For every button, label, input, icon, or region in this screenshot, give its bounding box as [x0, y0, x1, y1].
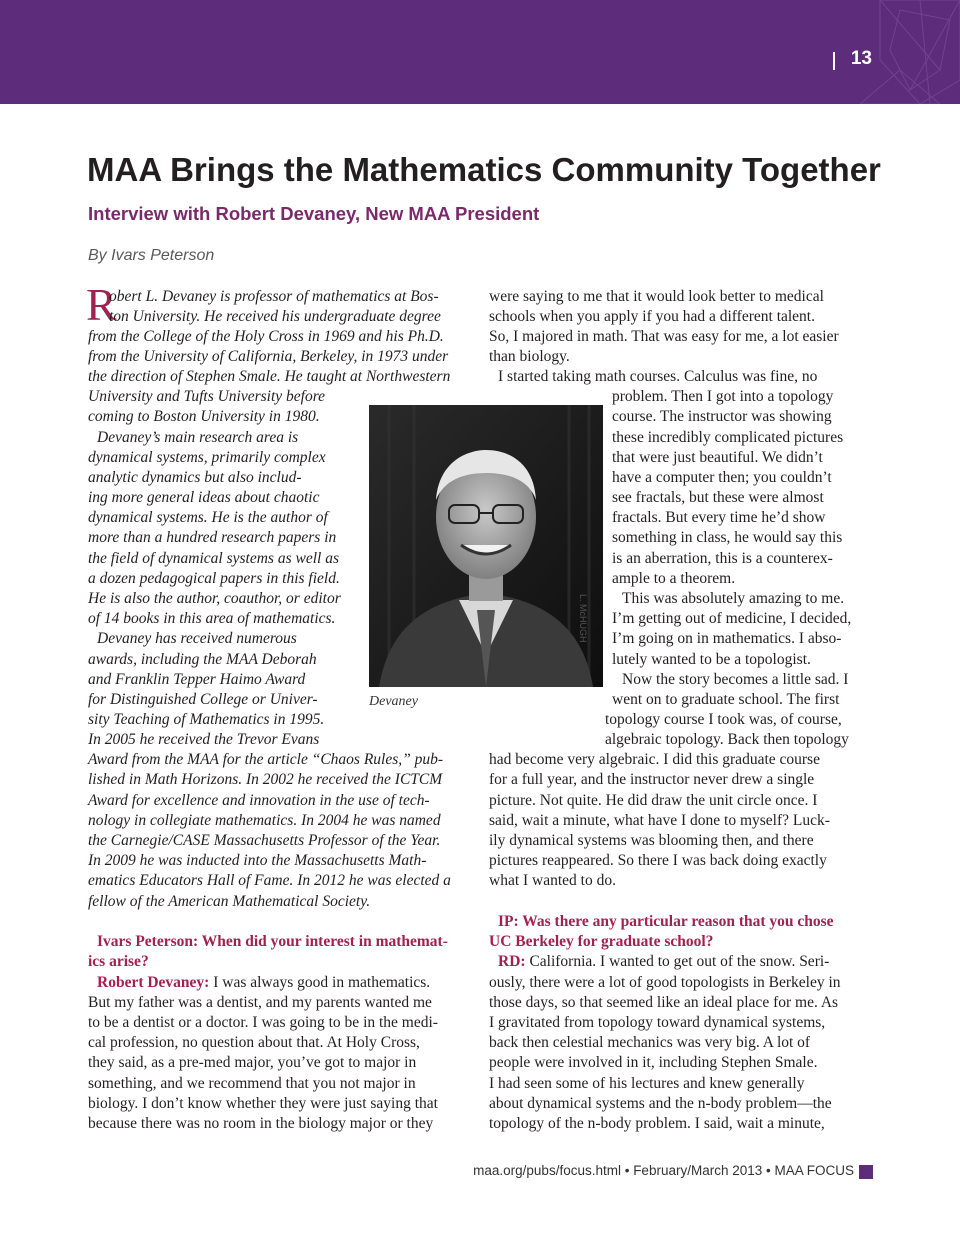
text-line [489, 347, 570, 367]
text-content: topology of the n-body problem. I said, wait a minute, [489, 1115, 825, 1132]
text-line [88, 750, 443, 770]
text-content: something, and we recommend that you not major in [88, 1075, 416, 1092]
byline: By Ivars Peterson [88, 247, 215, 264]
text-line [88, 1074, 416, 1094]
text-content: lutely wanted to be a topologist. [612, 651, 811, 668]
text-content: pictures reappeared. So there I was back doing exactly [489, 852, 827, 869]
text-line [88, 508, 328, 528]
text-content: University and Tufts University before [88, 388, 326, 405]
text-content: for Distinguished College or Univer- [88, 691, 318, 708]
text-content: went on to graduate school. The first [612, 691, 840, 708]
text-line [498, 367, 817, 387]
text-content: ics arise? [88, 953, 149, 970]
text-line [489, 327, 839, 347]
text-content: schools when you apply if you had a different talent. [489, 308, 815, 325]
text-content: He is also the author, coauthor, or editor [88, 590, 341, 607]
text-content: ing more general ideas about chaotic [88, 489, 320, 506]
footer-square-icon [859, 1165, 873, 1179]
photo-credit: L. McHUGH [578, 594, 588, 643]
article-subtitle: Interview with Robert Devaney, New MAA President [88, 203, 540, 224]
text-content: dynamical systems. He is the author of [88, 509, 328, 526]
text-content: I had seen some of his lectures and knew generally [489, 1075, 805, 1092]
text-line [612, 428, 843, 448]
text-line [88, 488, 319, 508]
text-content: I was always good in mathematics. [209, 974, 431, 991]
text-line [88, 811, 441, 831]
text-line [88, 1013, 438, 1033]
text-line [88, 871, 451, 891]
text-line [88, 347, 448, 367]
text-line [88, 549, 339, 569]
text-line [489, 1033, 810, 1053]
text-content: back then celestial mechanics was very big. A lot of [489, 1034, 811, 1051]
text-content: This was absolutely amazing to me. [622, 590, 845, 607]
person-portrait-icon [369, 405, 603, 687]
text-line [489, 831, 814, 851]
text-content: have a computer then; you couldn’t [612, 469, 832, 486]
text-content: dynamical systems, primarily complex [88, 449, 326, 466]
text-line [88, 831, 440, 851]
text-line [489, 871, 616, 891]
text-content: fellow of the American Mathematical Society. [88, 893, 371, 910]
text-line [88, 690, 318, 710]
text-content: analytic dynamics but also includ- [88, 469, 302, 486]
text-content: than biology. [489, 348, 570, 365]
text-line [489, 791, 817, 811]
text-line [489, 307, 815, 327]
text-line [88, 528, 336, 548]
text-line [97, 932, 448, 952]
text-line [612, 569, 735, 589]
text-line [88, 569, 340, 589]
text-content: about dynamical systems and the n-body problem—the [489, 1095, 832, 1112]
text-line [612, 549, 833, 569]
text-content: the field of dynamical systems as well as [88, 550, 339, 567]
text-content: because there was no room in the biology major or they [88, 1115, 434, 1132]
text-line [489, 1053, 817, 1073]
text-line [88, 650, 317, 670]
text-content: topology course I took was, of course, [605, 711, 842, 728]
text-line [88, 770, 442, 790]
text-content: for a full year, and the instructor never drew a single [489, 771, 815, 788]
text-line [612, 650, 811, 670]
text-content: Devaney’s main research area is [97, 429, 299, 446]
text-line [612, 629, 841, 649]
text-content: picture. Not quite. He did draw the unit circle once. I [489, 792, 818, 809]
text-content: see fractals, but these were almost [612, 489, 824, 506]
text-content: those days, so that seemed like an ideal place for me. As [489, 994, 839, 1011]
text-content: course. The instructor was showing [612, 408, 832, 425]
text-line [88, 670, 305, 690]
text-line [489, 1074, 805, 1094]
text-content: In 2005 he received the Trevor Evans [88, 731, 320, 748]
text-content: from the University of California, Berkeley, in 1973 under [88, 348, 449, 365]
text-line [489, 1094, 832, 1114]
text-line [612, 387, 833, 407]
speaker-label: RD: [498, 953, 526, 970]
text-content: the direction of Stephen Smale. He taught at Northwestern [88, 368, 451, 385]
text-line [489, 993, 838, 1013]
text-content: Now the story becomes a little sad. I [622, 671, 849, 688]
text-content: to be a dentist or a doctor. I was going to be in the medi- [88, 1014, 438, 1031]
text-line [498, 952, 829, 972]
text-line [88, 851, 426, 871]
text-line [88, 448, 326, 468]
text-line [612, 528, 842, 548]
text-line [88, 367, 450, 387]
text-line [498, 912, 834, 932]
text-line [605, 730, 849, 750]
text-line [88, 791, 430, 811]
text-line [489, 287, 824, 307]
text-content: But my father was a dentist, and my parents wanted me [88, 994, 432, 1011]
text-line [88, 1033, 420, 1053]
text-content: that were just beautiful. We didn’t [612, 449, 823, 466]
text-line [605, 710, 842, 730]
text-content: In 2009 he was inducted into the Massachusetts Math- [88, 852, 427, 869]
text-content: I’m getting out of medicine, I decided, [612, 610, 852, 627]
text-content: from the College of the Holy Cross in 1969 and his Ph.D. [88, 328, 444, 345]
article-title: MAA Brings the Mathematics Community Together [87, 151, 881, 188]
text-content: ample to a theorem. [612, 570, 736, 587]
text-content: what I wanted to do. [489, 872, 616, 889]
text-line [88, 952, 149, 972]
text-line [489, 750, 820, 770]
text-line [88, 1094, 438, 1114]
text-content: IP: Was there any particular reason that you chose [498, 913, 834, 930]
text-line [612, 508, 826, 528]
text-content: more than a hundred research papers in [88, 529, 337, 546]
text-line [97, 428, 298, 448]
text-content: obert L. Devaney is professor of mathematics at Bos- [109, 288, 439, 305]
text-content: I started taking math courses. Calculus was fine, no [498, 368, 818, 385]
text-content: ily dynamical systems was blooming then, and there [489, 832, 814, 849]
text-content: lished in Math Horizons. In 2002 he received the ICTCM [88, 771, 443, 788]
text-content: something in class, he would say this [612, 529, 843, 546]
text-line [109, 307, 441, 327]
text-content: Award from the MAA for the article “Chaos Rules,” pub- [88, 751, 444, 768]
text-line [622, 670, 848, 690]
photo-caption: Devaney [369, 694, 418, 709]
text-content: Ivars Peterson: When did your interest in mathemat- [97, 933, 448, 950]
text-line [88, 710, 324, 730]
text-content: had become very algebraic. I did this graduate course [489, 751, 820, 768]
text-content: ton University. He received his undergraduate degree [109, 308, 441, 325]
text-line [88, 1053, 416, 1073]
text-content: cal profession, no question about that. At Holy Cross, [88, 1034, 420, 1051]
text-content: these incredibly complicated pictures [612, 429, 844, 446]
text-content: fractals. But every time he’d show [612, 509, 826, 526]
text-content: nology in collegiate mathematics. In 2004 he was named [88, 812, 441, 829]
page-number-divider [833, 52, 835, 70]
text-line [612, 690, 839, 710]
text-line [88, 407, 320, 427]
text-content: ematics Educators Hall of Fame. In 2012 he was elected a [88, 872, 451, 889]
text-line [109, 287, 439, 307]
text-content: coming to Boston University in 1980. [88, 408, 320, 425]
text-content: people were involved in it, including Stephen Smale. [489, 1054, 818, 1071]
text-line [88, 609, 335, 629]
text-line [612, 488, 824, 508]
text-line [88, 589, 341, 609]
text-content: ously, there were a lot of good topologists in Berkeley in [489, 974, 841, 991]
text-line [88, 730, 319, 750]
text-content: I’m going on in mathematics. I abso- [612, 630, 842, 647]
page-number: 13 [850, 48, 872, 69]
text-line [88, 1114, 433, 1134]
text-line [88, 468, 302, 488]
text-content: sity Teaching of Mathematics in 1995. [88, 711, 325, 728]
text-line [88, 387, 325, 407]
text-line [489, 973, 841, 993]
portrait-photo [369, 405, 603, 687]
header-banner [0, 0, 960, 104]
footer-text: maa.org/pubs/focus.html • February/March 2013 • MAA FOCUS [473, 1163, 854, 1178]
text-content: biology. I don’t know whether they were just saying that [88, 1095, 438, 1112]
text-content: said, wait a minute, what have I done to myself? Luck- [489, 812, 830, 829]
text-content: is an aberration, this is a counterex- [612, 550, 833, 567]
text-content: Award for excellence and innovation in the use of tech- [88, 792, 430, 809]
text-content: So, I majored in math. That was easy for me, a lot easier [489, 328, 839, 345]
text-content: I gravitated from topology toward dynamical systems, [489, 1014, 826, 1031]
text-content: problem. Then I got into a topology [612, 388, 834, 405]
text-line [489, 770, 814, 790]
text-line [97, 973, 430, 993]
drop-cap: R [86, 279, 117, 330]
text-content: and Franklin Tepper Haimo Award [88, 671, 306, 688]
text-content: Devaney has received numerous [97, 630, 297, 647]
text-content: they said, as a pre-med major, you’ve got to major in [88, 1054, 417, 1071]
text-line [489, 1114, 825, 1134]
text-line [612, 609, 851, 629]
text-content: California. I wanted to get out of the snow. Seri- [525, 953, 830, 970]
speaker-label: Robert Devaney: [97, 974, 210, 991]
text-line [88, 892, 370, 912]
text-content: were saying to me that it would look better to medical [489, 288, 824, 305]
text-line [612, 407, 832, 427]
text-line [622, 589, 844, 609]
text-content: a dozen pedagogical papers in this field. [88, 570, 340, 587]
text-line [489, 851, 827, 871]
text-content: the Carnegie/CASE Massachusetts Professor of the Year. [88, 832, 441, 849]
text-line [489, 1013, 825, 1033]
text-content: of 14 books in this area of mathematics. [88, 610, 336, 627]
text-line [97, 629, 297, 649]
text-line [612, 448, 823, 468]
text-line [88, 993, 432, 1013]
text-line [612, 468, 832, 488]
text-content: algebraic topology. Back then topology [605, 731, 849, 748]
text-line [489, 932, 713, 952]
text-content: UC Berkeley for graduate school? [489, 933, 714, 950]
text-line [489, 811, 830, 831]
text-line [88, 327, 444, 347]
text-content: awards, including the MAA Deborah [88, 651, 317, 668]
